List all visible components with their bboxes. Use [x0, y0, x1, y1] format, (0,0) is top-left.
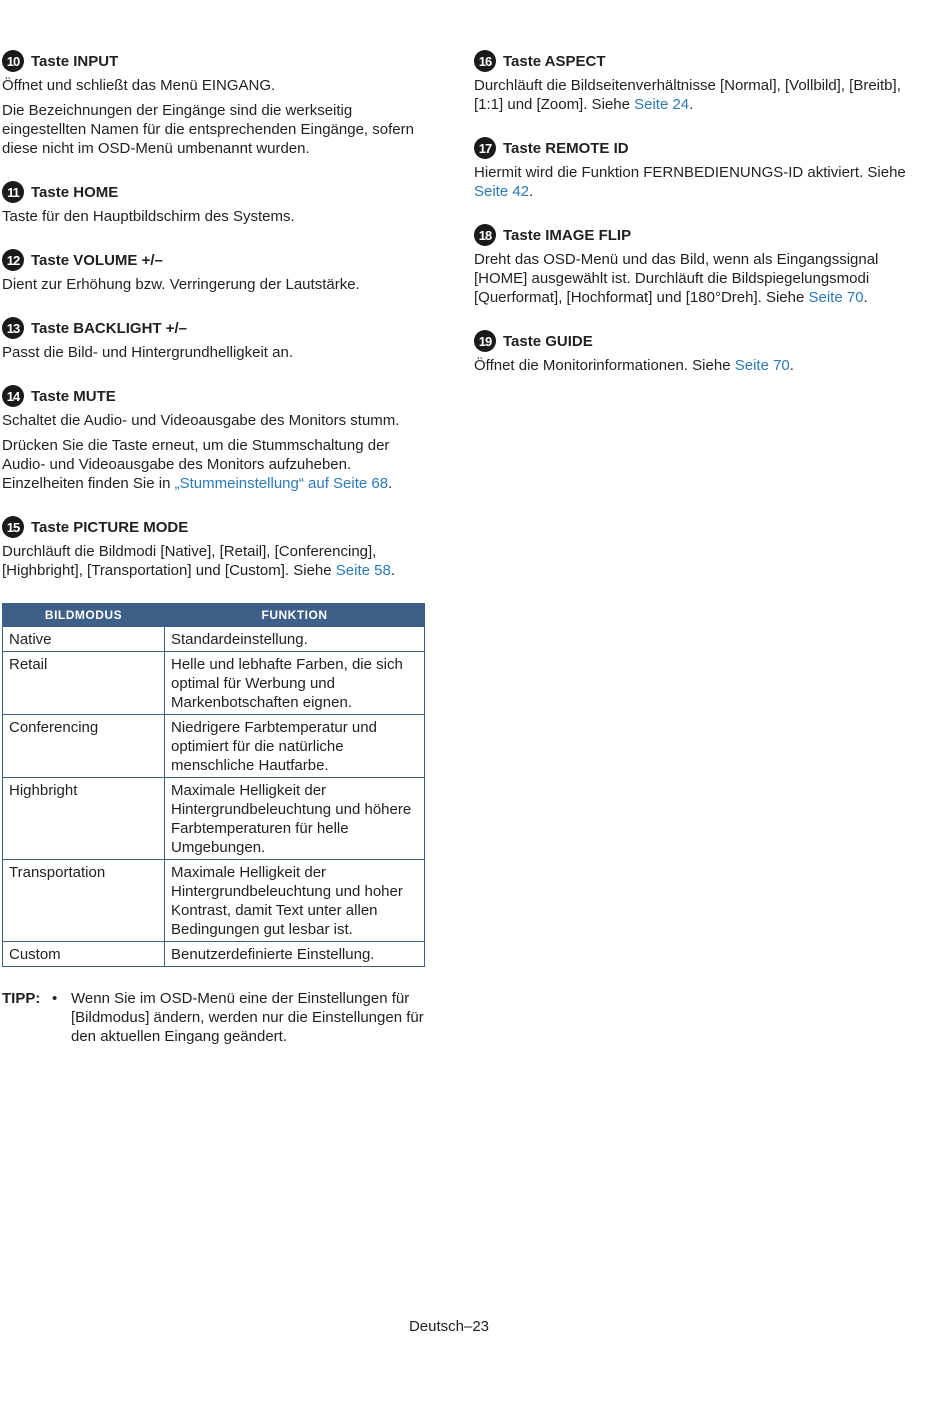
- page-reference-link[interactable]: Seite 70: [734, 357, 790, 374]
- section-title: Taste MUTE: [31, 387, 116, 405]
- page-reference-link[interactable]: „Stummeinstellung“ auf Seite 68: [174, 475, 389, 492]
- number-badge-icon: 19: [474, 330, 496, 352]
- page-reference-link[interactable]: Seite 70: [808, 289, 864, 306]
- left-column: [2, 50, 430, 1046]
- section-paragraph: [2, 76, 430, 95]
- table-header-bildmodus: BILDMODUS: [3, 604, 165, 627]
- right-sections: [474, 50, 914, 375]
- section-paragraph: [474, 356, 914, 375]
- table-row: [3, 715, 425, 778]
- section-paragraph: [2, 411, 430, 430]
- key-section: [474, 137, 914, 201]
- table-header-row: [3, 604, 425, 627]
- key-section: [2, 181, 430, 226]
- mode-cell: Retail: [3, 652, 165, 715]
- mode-cell: Conferencing: [3, 715, 165, 778]
- function-cell: Benutzerdefinierte Einstellung.: [165, 942, 425, 967]
- paragraph-text-end: .: [529, 183, 534, 200]
- tip-text: Wenn Sie im OSD-Menü eine der Einstellungen für [Bildmodus] ändern, werden nur die Einstellungen für den aktuellen Eingang geändert.: [71, 990, 424, 1045]
- mode-cell: Highbright: [3, 778, 165, 860]
- section-title: Taste VOLUME +/–: [31, 251, 163, 269]
- function-cell: Niedrigere Farbtemperatur und optimiert für die natürliche menschliche Hautfarbe.: [165, 715, 425, 778]
- mode-cell: Transportation: [3, 860, 165, 942]
- section-heading: [2, 385, 430, 407]
- paragraph-text: Die Bezeichnungen der Eingänge sind die werkseitig eingestellten Namen für die entsprechenden Eingänge, sofern diese nicht im OSD-Menü umbenannt wurden.: [2, 102, 414, 157]
- paragraph-text: Schaltet die Audio- und Videoausgabe des Monitors stumm.: [2, 412, 400, 429]
- section-paragraph: [474, 163, 914, 201]
- table-row: [3, 778, 425, 860]
- section-paragraph: [2, 207, 430, 226]
- number-badge-icon: 15: [2, 516, 24, 538]
- paragraph-text: Öffnet die Monitorinformationen. Siehe: [474, 357, 735, 374]
- function-cell: Standardeinstellung.: [165, 627, 425, 652]
- tip-bullet: •: [52, 990, 58, 1007]
- section-title: Taste GUIDE: [503, 332, 593, 350]
- key-section: [2, 516, 430, 580]
- number-badge-icon: 17: [474, 137, 496, 159]
- section-title: Taste ASPECT: [503, 52, 606, 70]
- section-heading: [474, 224, 914, 246]
- section-title: Taste PICTURE MODE: [31, 518, 189, 536]
- key-section: [474, 50, 914, 114]
- section-title: Taste REMOTE ID: [503, 139, 629, 157]
- mode-cell: Custom: [3, 942, 165, 967]
- left-sections: [2, 50, 430, 580]
- paragraph-text: Passt die Bild- und Hintergrundhelligkeit an.: [2, 344, 293, 361]
- right-column: [474, 50, 914, 398]
- section-heading: [474, 50, 914, 72]
- section-heading: [474, 137, 914, 159]
- paragraph-text: Drücken Sie die Taste erneut, um die Stummschaltung der Audio- und Videoausgabe des Monitors aufzuheben. Einzelheiten finden Sie in: [2, 437, 390, 492]
- key-section: [474, 224, 914, 307]
- function-cell: Maximale Helligkeit der Hintergrundbeleuchtung und hoher Kontrast, damit Text unter allen Bedingungen gut lesbar ist.: [165, 860, 425, 942]
- section-title: Taste BACKLIGHT +/–: [31, 319, 187, 337]
- section-heading: [2, 317, 430, 339]
- key-section: [2, 317, 430, 362]
- number-badge-icon: 12: [2, 249, 24, 271]
- paragraph-text-end: .: [388, 475, 393, 492]
- section-heading: [2, 181, 430, 203]
- section-paragraph: [2, 343, 430, 362]
- table-body: [3, 627, 425, 967]
- section-title: Taste IMAGE FLIP: [503, 226, 632, 244]
- number-badge-icon: 14: [2, 385, 24, 407]
- paragraph-text: Durchläuft die Bildseitenverhältnisse [Normal], [Vollbild], [Breitb], [1:1] und [Zoom]. Siehe: [474, 77, 901, 113]
- section-paragraph: [2, 101, 430, 158]
- key-section: [2, 249, 430, 294]
- table-row: [3, 860, 425, 942]
- tip-note: [2, 989, 430, 1046]
- picture-mode-table: [2, 603, 425, 967]
- paragraph-text-end: .: [390, 562, 395, 579]
- page-reference-link[interactable]: Seite 42: [474, 183, 530, 200]
- section-heading: [2, 50, 430, 72]
- function-cell: Helle und lebhafte Farben, die sich optimal für Werbung und Markenbotschaften eignen.: [165, 652, 425, 715]
- paragraph-text: Dreht das OSD-Menü und das Bild, wenn als Eingangssignal [HOME] ausgewählt ist. Durchläuft die Bildspiegelungsmodi [Querformat], [Hochformat] und [180°Dreh]. Siehe: [474, 251, 879, 306]
- paragraph-text-end: .: [689, 96, 694, 113]
- section-paragraph: [2, 542, 430, 580]
- page-reference-link[interactable]: Seite 58: [335, 562, 391, 579]
- section-paragraph: [474, 250, 914, 307]
- table-header-funktion: FUNKTION: [165, 604, 425, 627]
- section-heading: [474, 330, 914, 352]
- paragraph-text: Öffnet und schließt das Menü EINGANG.: [2, 77, 276, 94]
- table-row: [3, 652, 425, 715]
- key-section: [2, 385, 430, 493]
- section-heading: [2, 249, 430, 271]
- number-badge-icon: 10: [2, 50, 24, 72]
- section-paragraph: [474, 76, 914, 114]
- number-badge-icon: 11: [2, 181, 24, 203]
- key-section: [474, 330, 914, 375]
- number-badge-icon: 13: [2, 317, 24, 339]
- paragraph-text-end: .: [863, 289, 868, 306]
- table-row: [3, 942, 425, 967]
- number-badge-icon: 16: [474, 50, 496, 72]
- mode-cell: Native: [3, 627, 165, 652]
- number-badge-icon: 18: [474, 224, 496, 246]
- section-title: Taste INPUT: [31, 52, 119, 70]
- function-cell: Maximale Helligkeit der Hintergrundbeleuchtung und höhere Farbtemperaturen für helle Umgebungen.: [165, 778, 425, 860]
- section-paragraph: [2, 275, 430, 294]
- paragraph-text: Taste für den Hauptbildschirm des Systems.: [2, 208, 295, 225]
- key-section: [2, 50, 430, 158]
- page-reference-link[interactable]: Seite 24: [634, 96, 690, 113]
- table-row: [3, 627, 425, 652]
- page-footer: Deutsch–23: [408, 1318, 490, 1335]
- section-title: Taste HOME: [31, 183, 119, 201]
- paragraph-text-end: .: [789, 357, 794, 374]
- tip-label: TIPP:: [2, 990, 41, 1007]
- paragraph-text: Hiermit wird die Funktion FERNBEDIENUNGS-ID aktiviert. Siehe: [474, 164, 906, 181]
- paragraph-text: Durchläuft die Bildmodi [Native], [Retail], [Conferencing], [Highbright], [Transportation] und [Custom]. Siehe: [2, 543, 377, 579]
- section-heading: [2, 516, 430, 538]
- section-paragraph: [2, 436, 430, 493]
- paragraph-text: Dient zur Erhöhung bzw. Verringerung der Lautstärke.: [2, 276, 360, 293]
